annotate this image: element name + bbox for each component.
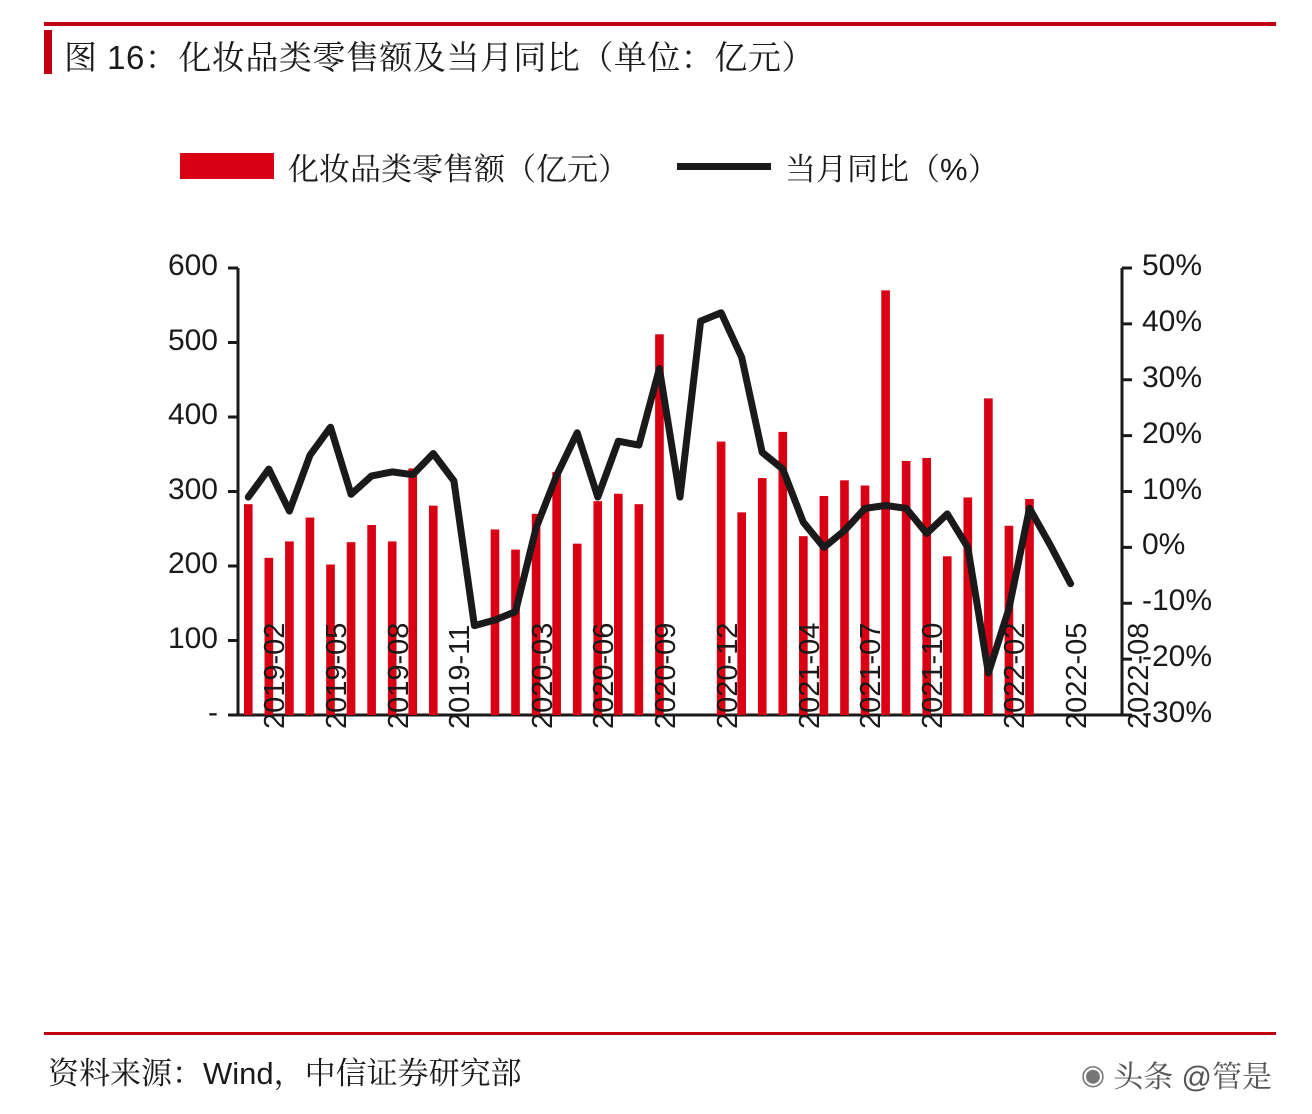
y-axis-left-tick: 200	[167, 547, 218, 580]
bar	[573, 544, 582, 715]
bar	[902, 461, 911, 715]
legend-label-line: 当月同比（%）	[785, 151, 999, 187]
x-axis-tick-label: 2022-02	[999, 622, 1032, 729]
y-axis-right-tick: 40%	[1142, 304, 1203, 338]
x-axis-tick-label: 2021-04	[793, 622, 826, 729]
x-axis-tick-label: 2019-08	[382, 622, 415, 729]
bar	[635, 504, 644, 715]
legend-item-bar	[180, 144, 629, 189]
watermark	[1081, 1052, 1272, 1096]
bar	[840, 480, 849, 715]
y-axis-right-tick: 50%	[1142, 249, 1203, 282]
legend-swatch-bar-icon	[180, 153, 274, 179]
y-axis-right-tick: 0%	[1142, 528, 1186, 562]
y-axis-left-tick: 100	[167, 621, 218, 655]
y-axis-right-tick: -20%	[1142, 640, 1213, 674]
y-axis-left-tick: 500	[167, 323, 218, 357]
headline-icon: ◉	[1080, 1058, 1106, 1090]
x-axis-tick-label: 2019-05	[320, 622, 353, 729]
y-axis-left-tick: -	[208, 696, 218, 729]
y-axis-right-tick: 20%	[1142, 416, 1203, 450]
bar	[758, 478, 767, 715]
y-axis-left-tick: 300	[167, 472, 218, 506]
title-accent-bar	[44, 30, 52, 74]
x-axis-tick-label: 2020-03	[526, 622, 559, 729]
page-title: 图 16：化妆品类零售额及当月同比（单位：亿元）	[64, 39, 815, 76]
x-axis-tick-label: 2020-12	[711, 622, 744, 729]
legend-item-line	[677, 144, 999, 189]
bar	[306, 518, 315, 715]
watermark-text: 头条 @管是	[1113, 1061, 1272, 1094]
x-axis-tick-label: 2021-07	[855, 622, 888, 729]
bar	[244, 504, 253, 715]
x-axis-tick-label: 2022-05	[1061, 622, 1094, 729]
bar	[367, 525, 376, 715]
footer-rule	[44, 1032, 1276, 1035]
y-axis-left-tick: 600	[167, 249, 218, 282]
x-axis-tick-label: 2019-02	[259, 622, 292, 729]
bar	[429, 506, 438, 715]
bar	[963, 497, 972, 715]
x-axis-tick-label: 2020-09	[649, 622, 682, 729]
y-axis-right-tick: -30%	[1142, 696, 1213, 729]
title-top-rule	[44, 22, 1276, 26]
source-note: 资料来源：Wind，中信证券研究部	[48, 1056, 522, 1091]
y-axis-left-tick: 400	[167, 398, 218, 431]
x-axis-tick-label: 2020-06	[588, 622, 621, 729]
y-axis-right-tick: 30%	[1142, 360, 1203, 394]
x-axis-tick-label: 2019-11	[444, 624, 477, 729]
x-axis-tick-label: 2022-08	[1122, 622, 1155, 729]
x-axis-tick-label: 2021-10	[917, 622, 950, 729]
legend-swatch-line-icon	[677, 163, 771, 170]
legend-label-bar: 化妆品类零售额（亿元）	[288, 151, 629, 187]
y-axis-right-tick: 10%	[1142, 472, 1203, 506]
chart-legend	[180, 142, 1190, 190]
y-axis-right-tick: -10%	[1142, 584, 1213, 618]
bar	[511, 550, 520, 715]
